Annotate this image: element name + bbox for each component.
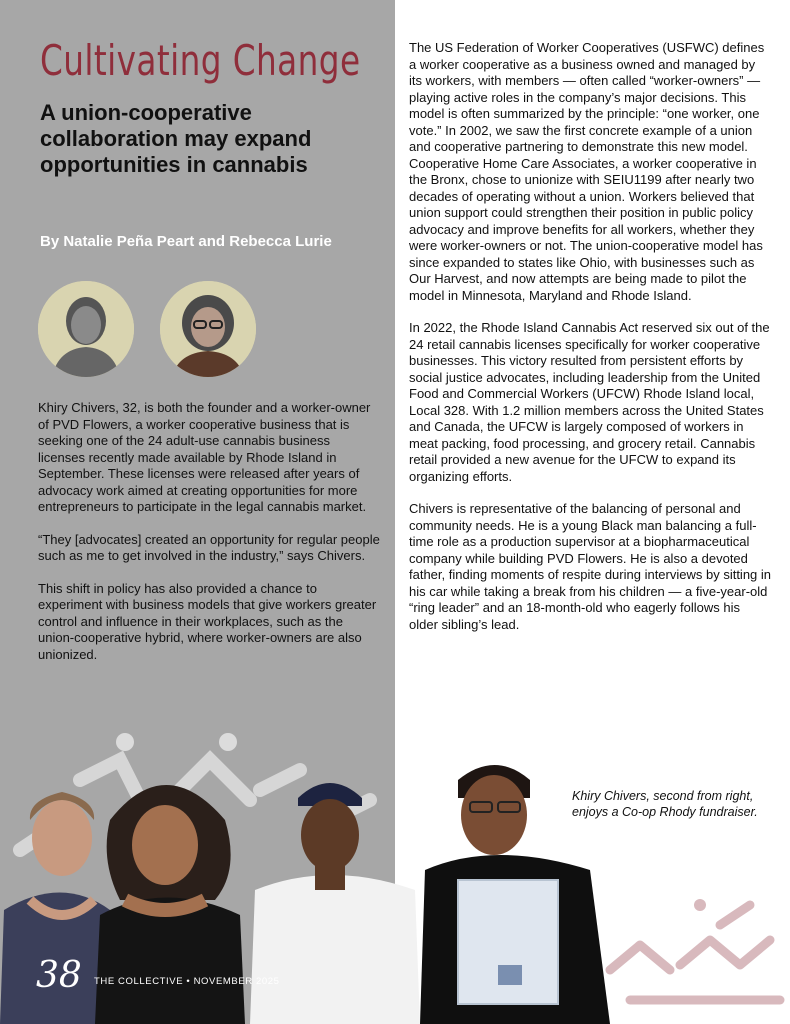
person-3	[250, 783, 420, 1024]
person-2	[95, 785, 245, 1024]
left-column-text	[38, 400, 380, 679]
group-photo	[0, 740, 620, 1024]
paragraph: The US Federation of Worker Cooperatives (USFWC) defines a worker cooperative as a business owned and managed by its workers, with members — often called “worker-owners” — playing active roles in the company’s major decisions. This model is often summarized by the principle: “one worker, one vote.” In 2002, we saw the first concrete example of a union and cooperative partnering to demonstrate this new model. Cooperative Home Care Associates, a worker cooperative in the Bronx, chose to unionize with SEIU1199 after nearly two decades of operating without a union. Workers believed that union support could strengthen their position in public policy advocacy and improve benefits for all workers, whether they were worker-owners or not. The union-cooperative model has since expanded to states like Ohio, with businesses such as Our Harvest, and now attempts are being made to pilot the model in Minnesota, Maryland and Rhode Island.	[409, 40, 765, 303]
photo-caption: Khiry Chivers, second from right, enjoys a Co-op Rhody fundraiser.	[572, 789, 758, 819]
paragraph: This shift in policy has also provided a chance to experiment with business models that give workers greater control and influence in their workplaces, such as the union-cooperative hybrid, where worker-owners are also unionized.	[38, 580, 377, 662]
right-column-text	[409, 40, 771, 649]
byline: By Natalie Peña Peart and Rebecca Lurie	[40, 233, 332, 250]
author-portrait-2	[160, 281, 256, 377]
person-4	[420, 765, 610, 1024]
article-title: Cultivating Change	[40, 36, 361, 85]
author-portrait-1	[38, 281, 134, 377]
article-subtitle: A union-cooperative collaboration may expand opportunities in cannabis	[40, 100, 312, 177]
paragraph: Chivers is representative of the balancing of personal and community needs. He is a young Black man balancing a full-time role as a production supervisor at a biopharmaceutical company while building PVD Flowers. He is also a devoted father, finding moments of respite during interviews by sitting in his car while taking a break from his children — a five-year-old “ring leader” and an 18-month-old who eagerly follows his older sibling’s lead.	[409, 501, 772, 632]
paragraph: Khiry Chivers, 32, is both the founder and a worker-owner of PVD Flowers, a worker cooperative business that is seeking one of the 24 adult-use cannabis business licenses recently made available by Rhode Island in September. These licenses were released after years of advocacy work aimed at creating opportunities for more entrepreneurs to participate in the legal cannabis market.	[38, 400, 371, 514]
page-number: 38	[36, 955, 82, 996]
paragraph: “They [advocates] created an opportunity for regular people such as me to get involved in the industry,” says Chivers.	[38, 531, 380, 563]
paragraph: In 2022, the Rhode Island Cannabis Act reserved six out of the 24 retail cannabis licenses specifically for worker cooperative businesses. This victory resulted from persistent efforts by social justice advocates, including leadership from the United Food and Commercial Workers (UFCW) Rhode Island local, Local 328. With 1.2 million members across the United States and Canada, the UFCW is largely composed of workers in meat packing, food processing, and grocery retail. Cannabis retail provided a new avenue for the UFCW to expand its organizing efforts.	[409, 320, 770, 484]
publication-footer: THE COLLECTIVE • NOVEMBER 2025	[94, 976, 280, 987]
